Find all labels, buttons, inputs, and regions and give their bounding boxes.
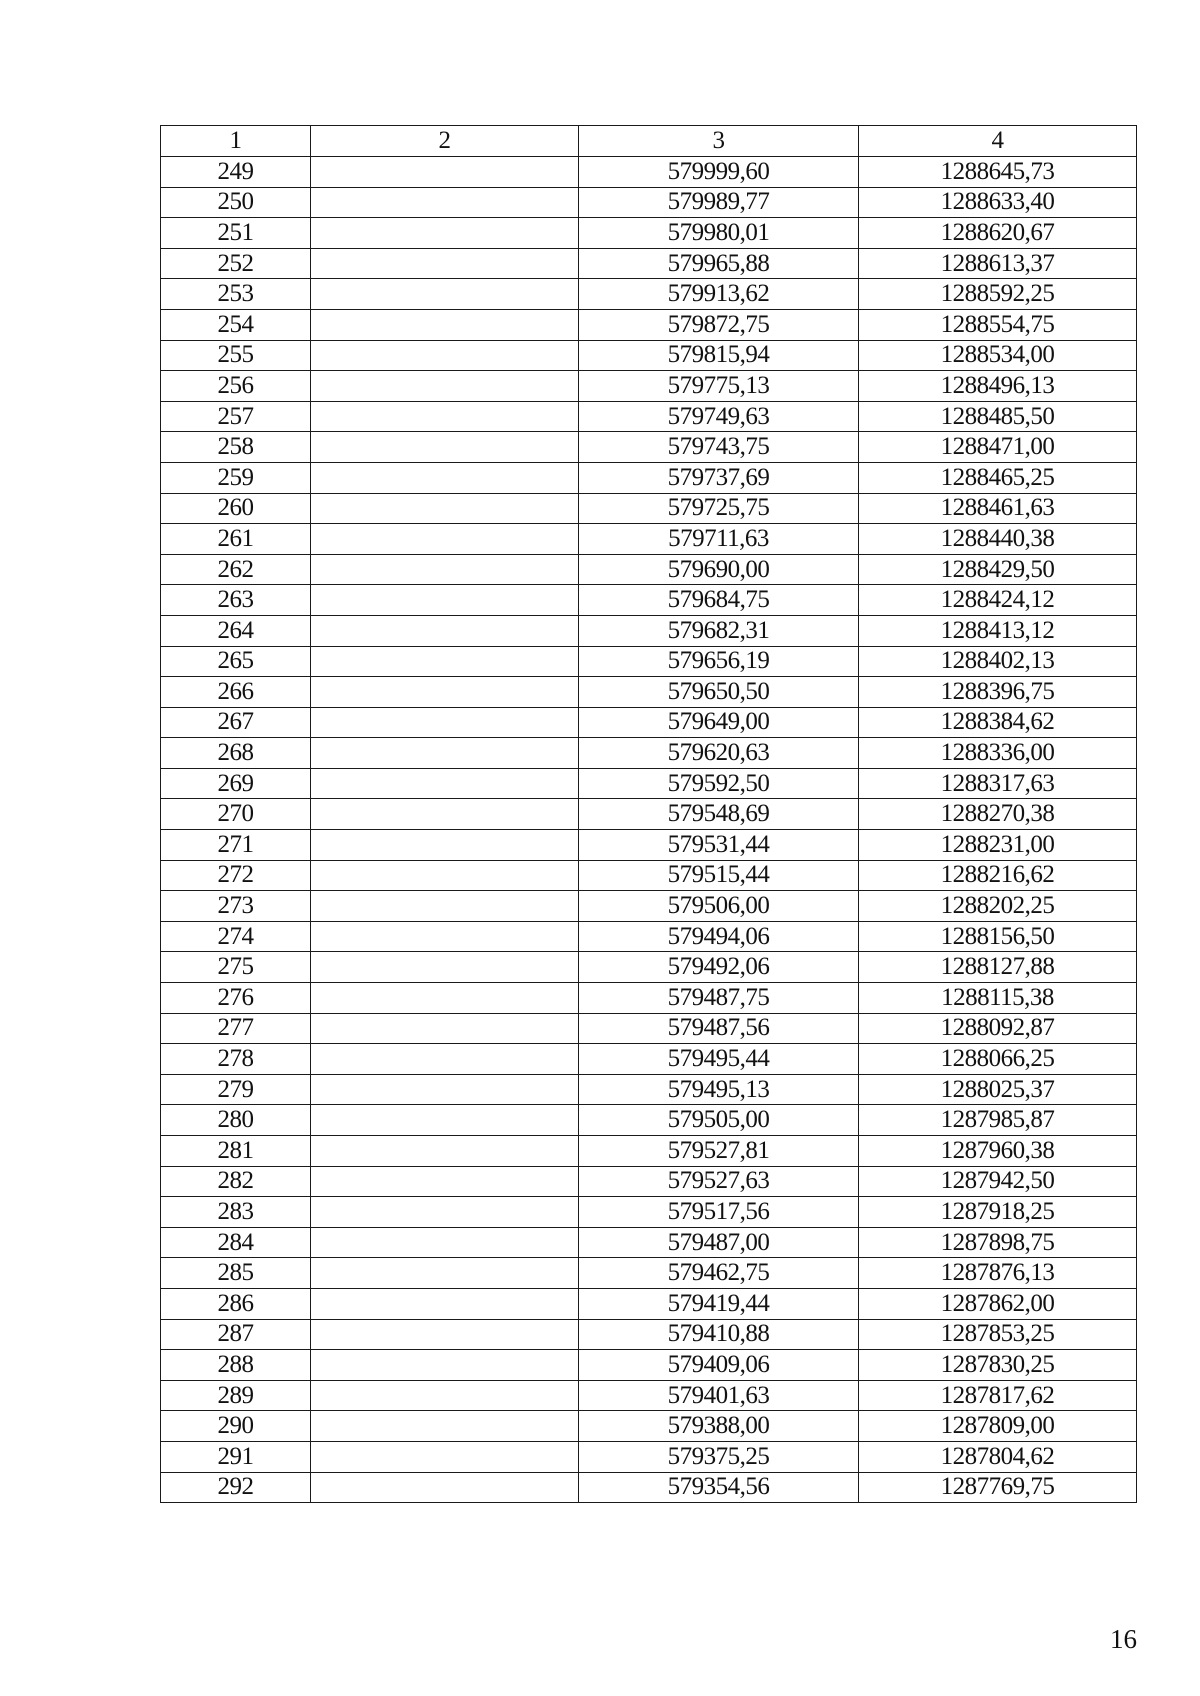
- x-coordinate-cell: 579527,63: [579, 1166, 859, 1197]
- y-coordinate-cell: 1287817,62: [859, 1380, 1137, 1411]
- point-number-cell: 292: [161, 1472, 311, 1503]
- y-coordinate-cell: 1288402,13: [859, 646, 1137, 677]
- description-cell: [311, 615, 579, 646]
- point-number-cell: 260: [161, 493, 311, 524]
- y-coordinate-cell: 1288496,13: [859, 371, 1137, 402]
- table-row: [161, 371, 1137, 402]
- table-row: [161, 1013, 1137, 1044]
- table-row: [161, 1319, 1137, 1350]
- description-cell: [311, 1319, 579, 1350]
- x-coordinate-cell: 579749,63: [579, 401, 859, 432]
- x-coordinate-cell: 579815,94: [579, 340, 859, 371]
- point-number-cell: 274: [161, 921, 311, 952]
- y-coordinate-cell: 1288645,73: [859, 157, 1137, 188]
- description-cell: [311, 707, 579, 738]
- table-row: [161, 1350, 1137, 1381]
- description-cell: [311, 983, 579, 1014]
- description-cell: [311, 921, 579, 952]
- y-coordinate-cell: 1287769,75: [859, 1472, 1137, 1503]
- x-coordinate-cell: 579409,06: [579, 1350, 859, 1381]
- point-number-cell: 249: [161, 157, 311, 188]
- description-cell: [311, 1258, 579, 1289]
- description-cell: [311, 1197, 579, 1228]
- description-cell: [311, 1136, 579, 1167]
- header-cell-3: 3: [579, 126, 859, 157]
- x-coordinate-cell: 579649,00: [579, 707, 859, 738]
- y-coordinate-cell: 1287898,75: [859, 1227, 1137, 1258]
- y-coordinate-cell: 1288471,00: [859, 432, 1137, 463]
- table-row: [161, 157, 1137, 188]
- description-cell: [311, 1013, 579, 1044]
- y-coordinate-cell: 1288156,50: [859, 921, 1137, 952]
- header-cell-4: 4: [859, 126, 1137, 157]
- description-cell: [311, 1350, 579, 1381]
- description-cell: [311, 248, 579, 279]
- description-cell: [311, 1074, 579, 1105]
- y-coordinate-cell: 1288270,38: [859, 799, 1137, 830]
- description-cell: [311, 401, 579, 432]
- x-coordinate-cell: 579505,00: [579, 1105, 859, 1136]
- table-row: [161, 952, 1137, 983]
- table-row: [161, 554, 1137, 585]
- point-number-cell: 287: [161, 1319, 311, 1350]
- y-coordinate-cell: 1288025,37: [859, 1074, 1137, 1105]
- x-coordinate-cell: 579492,06: [579, 952, 859, 983]
- point-number-cell: 267: [161, 707, 311, 738]
- point-number-cell: 273: [161, 891, 311, 922]
- description-cell: [311, 554, 579, 585]
- table-row: [161, 830, 1137, 861]
- y-coordinate-cell: 1288216,62: [859, 860, 1137, 891]
- description-cell: [311, 218, 579, 249]
- table-row: [161, 738, 1137, 769]
- description-cell: [311, 187, 579, 218]
- x-coordinate-cell: 579487,75: [579, 983, 859, 1014]
- y-coordinate-cell: 1288317,63: [859, 768, 1137, 799]
- x-coordinate-cell: 579965,88: [579, 248, 859, 279]
- x-coordinate-cell: 579462,75: [579, 1258, 859, 1289]
- point-number-cell: 253: [161, 279, 311, 310]
- description-cell: [311, 1166, 579, 1197]
- x-coordinate-cell: 579495,44: [579, 1044, 859, 1075]
- table-row: [161, 218, 1137, 249]
- point-number-cell: 277: [161, 1013, 311, 1044]
- point-number-cell: 254: [161, 309, 311, 340]
- x-coordinate-cell: 579494,06: [579, 921, 859, 952]
- y-coordinate-cell: 1287853,25: [859, 1319, 1137, 1350]
- description-cell: [311, 1044, 579, 1075]
- y-coordinate-cell: 1288620,67: [859, 218, 1137, 249]
- point-number-cell: 286: [161, 1288, 311, 1319]
- y-coordinate-cell: 1288424,12: [859, 585, 1137, 616]
- y-coordinate-cell: 1287830,25: [859, 1350, 1137, 1381]
- x-coordinate-cell: 579999,60: [579, 157, 859, 188]
- y-coordinate-cell: 1288413,12: [859, 615, 1137, 646]
- x-coordinate-cell: 579690,00: [579, 554, 859, 585]
- point-number-cell: 281: [161, 1136, 311, 1167]
- point-number-cell: 269: [161, 768, 311, 799]
- x-coordinate-cell: 579743,75: [579, 432, 859, 463]
- x-coordinate-cell: 579548,69: [579, 799, 859, 830]
- description-cell: [311, 799, 579, 830]
- x-coordinate-cell: 579375,25: [579, 1441, 859, 1472]
- table-row: [161, 983, 1137, 1014]
- table-row: [161, 1197, 1137, 1228]
- y-coordinate-cell: 1288092,87: [859, 1013, 1137, 1044]
- table-row: [161, 1288, 1137, 1319]
- y-coordinate-cell: 1287862,00: [859, 1288, 1137, 1319]
- point-number-cell: 280: [161, 1105, 311, 1136]
- x-coordinate-cell: 579725,75: [579, 493, 859, 524]
- x-coordinate-cell: 579487,56: [579, 1013, 859, 1044]
- x-coordinate-cell: 579737,69: [579, 462, 859, 493]
- description-cell: [311, 309, 579, 340]
- point-number-cell: 283: [161, 1197, 311, 1228]
- y-coordinate-cell: 1288592,25: [859, 279, 1137, 310]
- y-coordinate-cell: 1287804,62: [859, 1441, 1137, 1472]
- point-number-cell: 289: [161, 1380, 311, 1411]
- point-number-cell: 257: [161, 401, 311, 432]
- x-coordinate-cell: 579913,62: [579, 279, 859, 310]
- description-cell: [311, 1227, 579, 1258]
- x-coordinate-cell: 579515,44: [579, 860, 859, 891]
- table-row: [161, 1227, 1137, 1258]
- y-coordinate-cell: 1287876,13: [859, 1258, 1137, 1289]
- x-coordinate-cell: 579410,88: [579, 1319, 859, 1350]
- table-row: [161, 585, 1137, 616]
- header-cell-1: 1: [161, 126, 311, 157]
- point-number-cell: 290: [161, 1411, 311, 1442]
- point-number-cell: 276: [161, 983, 311, 1014]
- y-coordinate-cell: 1288633,40: [859, 187, 1137, 218]
- table-row: [161, 524, 1137, 555]
- point-number-cell: 279: [161, 1074, 311, 1105]
- point-number-cell: 291: [161, 1441, 311, 1472]
- y-coordinate-cell: 1288336,00: [859, 738, 1137, 769]
- y-coordinate-cell: 1288202,25: [859, 891, 1137, 922]
- table-row: [161, 921, 1137, 952]
- table-header: [161, 126, 1137, 157]
- description-cell: [311, 1105, 579, 1136]
- point-number-cell: 288: [161, 1350, 311, 1381]
- table-row: [161, 493, 1137, 524]
- description-cell: [311, 830, 579, 861]
- table-row: [161, 187, 1137, 218]
- point-number-cell: 258: [161, 432, 311, 463]
- x-coordinate-cell: 579775,13: [579, 371, 859, 402]
- table-row: [161, 279, 1137, 310]
- point-number-cell: 255: [161, 340, 311, 371]
- table-row: [161, 1472, 1137, 1503]
- point-number-cell: 256: [161, 371, 311, 402]
- table-row: [161, 677, 1137, 708]
- y-coordinate-cell: 1288384,62: [859, 707, 1137, 738]
- x-coordinate-cell: 579620,63: [579, 738, 859, 769]
- x-coordinate-cell: 579388,00: [579, 1411, 859, 1442]
- table-row: [161, 401, 1137, 432]
- y-coordinate-cell: 1288465,25: [859, 462, 1137, 493]
- table-row: [161, 462, 1137, 493]
- y-coordinate-cell: 1288066,25: [859, 1044, 1137, 1075]
- x-coordinate-cell: 579989,77: [579, 187, 859, 218]
- description-cell: [311, 371, 579, 402]
- x-coordinate-cell: 579592,50: [579, 768, 859, 799]
- table-row: [161, 309, 1137, 340]
- point-number-cell: 285: [161, 1258, 311, 1289]
- point-number-cell: 270: [161, 799, 311, 830]
- y-coordinate-cell: 1288231,00: [859, 830, 1137, 861]
- x-coordinate-cell: 579650,50: [579, 677, 859, 708]
- description-cell: [311, 952, 579, 983]
- table-row: [161, 1105, 1137, 1136]
- x-coordinate-cell: 579656,19: [579, 646, 859, 677]
- description-cell: [311, 646, 579, 677]
- point-number-cell: 282: [161, 1166, 311, 1197]
- x-coordinate-cell: 579682,31: [579, 615, 859, 646]
- header-row: [161, 126, 1137, 157]
- y-coordinate-cell: 1287809,00: [859, 1411, 1137, 1442]
- point-number-cell: 266: [161, 677, 311, 708]
- description-cell: [311, 432, 579, 463]
- description-cell: [311, 585, 579, 616]
- y-coordinate-cell: 1287985,87: [859, 1105, 1137, 1136]
- table-row: [161, 432, 1137, 463]
- description-cell: [311, 768, 579, 799]
- point-number-cell: 252: [161, 248, 311, 279]
- x-coordinate-cell: 579517,56: [579, 1197, 859, 1228]
- description-cell: [311, 279, 579, 310]
- x-coordinate-cell: 579487,00: [579, 1227, 859, 1258]
- description-cell: [311, 524, 579, 555]
- table-row: [161, 707, 1137, 738]
- table-row: [161, 1136, 1137, 1167]
- header-cell-2: 2: [311, 126, 579, 157]
- table-row: [161, 646, 1137, 677]
- table-row: [161, 799, 1137, 830]
- table-row: [161, 1411, 1137, 1442]
- x-coordinate-cell: 579354,56: [579, 1472, 859, 1503]
- y-coordinate-cell: 1288534,00: [859, 340, 1137, 371]
- table-row: [161, 1380, 1137, 1411]
- y-coordinate-cell: 1288127,88: [859, 952, 1137, 983]
- table-body: [161, 157, 1137, 1503]
- y-coordinate-cell: 1288554,75: [859, 309, 1137, 340]
- table-row: [161, 1044, 1137, 1075]
- x-coordinate-cell: 579872,75: [579, 309, 859, 340]
- y-coordinate-cell: 1288485,50: [859, 401, 1137, 432]
- table-row: [161, 768, 1137, 799]
- y-coordinate-cell: 1287942,50: [859, 1166, 1137, 1197]
- y-coordinate-cell: 1287960,38: [859, 1136, 1137, 1167]
- table-row: [161, 860, 1137, 891]
- point-number-cell: 275: [161, 952, 311, 983]
- y-coordinate-cell: 1287918,25: [859, 1197, 1137, 1228]
- point-number-cell: 268: [161, 738, 311, 769]
- description-cell: [311, 1380, 579, 1411]
- point-number-cell: 271: [161, 830, 311, 861]
- point-number-cell: 265: [161, 646, 311, 677]
- table-row: [161, 248, 1137, 279]
- y-coordinate-cell: 1288115,38: [859, 983, 1137, 1014]
- page-number: 16: [1110, 1624, 1137, 1654]
- x-coordinate-cell: 579401,63: [579, 1380, 859, 1411]
- y-coordinate-cell: 1288461,63: [859, 493, 1137, 524]
- description-cell: [311, 1472, 579, 1503]
- y-coordinate-cell: 1288396,75: [859, 677, 1137, 708]
- description-cell: [311, 1441, 579, 1472]
- point-number-cell: 264: [161, 615, 311, 646]
- description-cell: [311, 1411, 579, 1442]
- description-cell: [311, 860, 579, 891]
- table-row: [161, 1441, 1137, 1472]
- x-coordinate-cell: 579711,63: [579, 524, 859, 555]
- y-coordinate-cell: 1288440,38: [859, 524, 1137, 555]
- description-cell: [311, 677, 579, 708]
- x-coordinate-cell: 579980,01: [579, 218, 859, 249]
- point-number-cell: 284: [161, 1227, 311, 1258]
- x-coordinate-cell: 579684,75: [579, 585, 859, 616]
- description-cell: [311, 891, 579, 922]
- y-coordinate-cell: 1288613,37: [859, 248, 1137, 279]
- description-cell: [311, 340, 579, 371]
- table-row: [161, 340, 1137, 371]
- point-number-cell: 262: [161, 554, 311, 585]
- x-coordinate-cell: 579531,44: [579, 830, 859, 861]
- description-cell: [311, 738, 579, 769]
- table-row: [161, 891, 1137, 922]
- description-cell: [311, 493, 579, 524]
- description-cell: [311, 157, 579, 188]
- table-row: [161, 1258, 1137, 1289]
- y-coordinate-cell: 1288429,50: [859, 554, 1137, 585]
- description-cell: [311, 1288, 579, 1319]
- point-number-cell: 261: [161, 524, 311, 555]
- table-row: [161, 615, 1137, 646]
- point-number-cell: 272: [161, 860, 311, 891]
- x-coordinate-cell: 579419,44: [579, 1288, 859, 1319]
- point-number-cell: 263: [161, 585, 311, 616]
- point-number-cell: 250: [161, 187, 311, 218]
- point-number-cell: 278: [161, 1044, 311, 1075]
- point-number-cell: 251: [161, 218, 311, 249]
- table-row: [161, 1166, 1137, 1197]
- x-coordinate-cell: 579495,13: [579, 1074, 859, 1105]
- description-cell: [311, 462, 579, 493]
- coordinates-table: [160, 125, 1137, 1503]
- x-coordinate-cell: 579506,00: [579, 891, 859, 922]
- x-coordinate-cell: 579527,81: [579, 1136, 859, 1167]
- table-row: [161, 1074, 1137, 1105]
- point-number-cell: 259: [161, 462, 311, 493]
